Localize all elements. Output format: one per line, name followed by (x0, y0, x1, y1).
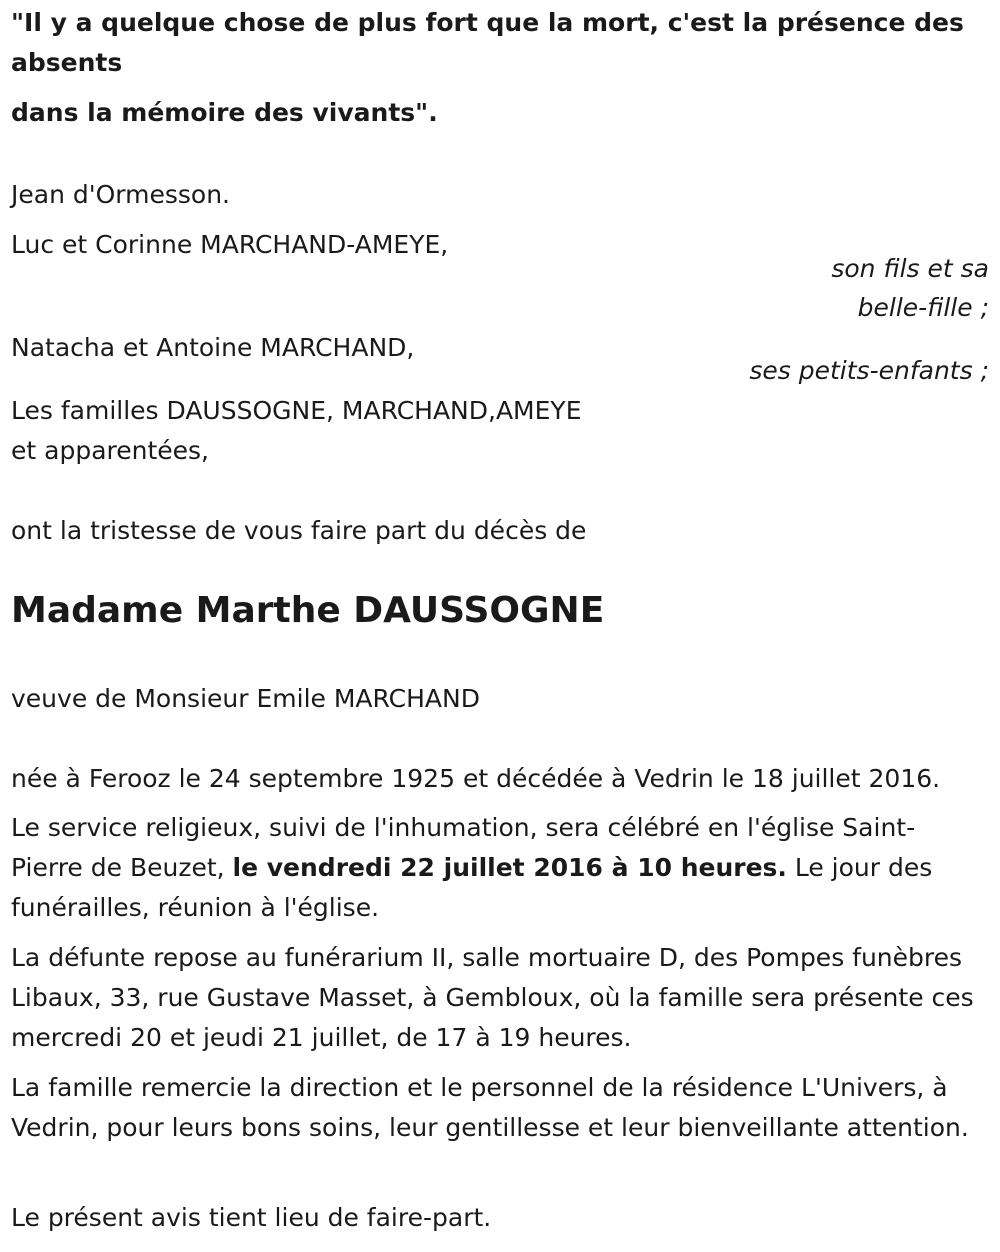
son-role-line-1: son fils et sa (831, 254, 989, 283)
visitation-paragraph: La défunte repose au funérarium II, salle mortuaire D, des Pompes funèbres Libaux, 33, rue Gustave Masset, à Gembloux, où la famille sera présente ces mercredi 20 et jeudi 21 juillet, de 17 à 19 heures. (11, 943, 974, 1052)
quote-line-2: absents (11, 48, 123, 77)
service-date: le vendredi 22 juillet 2016 à 10 heures. (232, 853, 787, 882)
grandchildren-role: ses petits-enfants ; (749, 356, 989, 385)
son-role-line-2: belle-fille ; (857, 293, 989, 322)
widow-of: veuve de Monsieur Emile MARCHAND (11, 684, 480, 713)
birth-death: née à Ferooz le 24 septembre 1925 et décédée à Vedrin le 18 juillet 2016. (11, 764, 941, 793)
service-paragraph (11, 808, 986, 928)
quote-line-1: "Il y a quelque chose de plus fort que la mort, c'est la présence des (11, 8, 964, 37)
quote-author: Jean d'Ormesson. (11, 180, 230, 209)
service-intro: Le service religieux, suivi de l'inhumation, sera célébré en l'église Saint-Pierre de Beuzet, (11, 813, 916, 882)
announcement: ont la tristesse de vous faire part du décès de (11, 516, 587, 545)
families-line-1: Les familles DAUSSOGNE, MARCHAND,AMEYE (11, 396, 582, 425)
deceased-name: Madame Marthe DAUSSOGNE (11, 590, 605, 631)
closing-line: Le présent avis tient lieu de faire-part. (11, 1203, 492, 1232)
thanks-paragraph: La famille remercie la direction et le personnel de la résidence L'Univers, à Vedrin, pour leurs bons soins, leur gentillesse et leur bienveillante attention. (11, 1073, 969, 1142)
quote-line-3: dans la mémoire des vivants". (11, 98, 438, 127)
service-outro: Le jour des funérailles, réunion à l'église. (11, 853, 933, 922)
families-line-2: et apparentées, (11, 436, 209, 465)
grandchildren-names: Natacha et Antoine MARCHAND, (11, 333, 415, 362)
son-names: Luc et Corinne MARCHAND-AMEYE, (11, 230, 449, 259)
